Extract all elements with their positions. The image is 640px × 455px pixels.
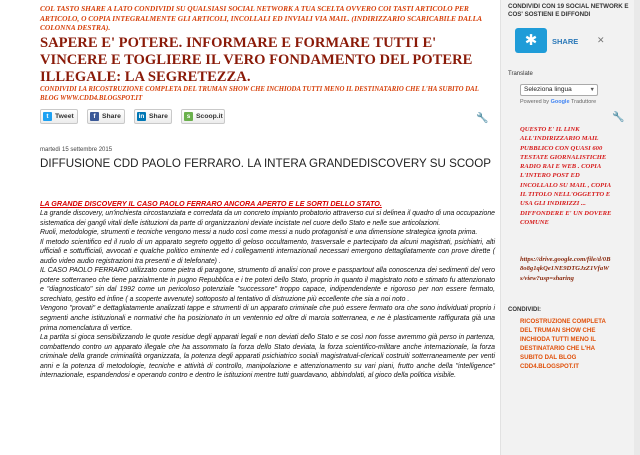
- blog-sidebar: [500, 0, 640, 455]
- post-paragraph: Vengono "provati" e dettagliatamente analizzati tappe e strumenti di un apparato criminale che può essere fermato ora che sono individuati proprio i segmenti anche istituzionali e normativi che ha posizionato in un ventennio ed oltre di marcia sotterranea, e ne è plasticamente raffigurata già una prima nomenclatura di vertice.: [40, 305, 495, 332]
- post-paragraph: La grande discovery, un'inchiesta circostanziata e corredata da un concreto impianto probatorio attraverso cui si delinea il quadro di una occupazione sistematica dei gangli vitali delle istituzioni da parte di organizzazioni deviate incistate nel cuore dello Stato e nelle sue articolazioni.: [40, 210, 495, 227]
- translate-heading: Translate: [508, 71, 533, 77]
- post-title[interactable]: DIFFUSIONE CDD PAOLO FERRARO. LA INTERA GRANDEDISCOVERY SU SCOOP: [40, 157, 491, 170]
- share-instructions: COL TASTO SHARE A LATO CONDIVIDI SU QUALSIASI SOCIAL NETWORK A TUA SCELTA OVVERO COI TASTI ARTICOLO PER ARTICOLO, O COPIA INTEGRALMENTE GLI ARTICOLI, INCOLLALI ED INVIALI VIA MAIL. (INDIRIZZARIO SCARICABILE DALLA COLONNA DESTRA).: [40, 4, 482, 32]
- post-paragraph: La partita si gioca sensibilizzando le quote residue degli apparati legali e non deviati dello Stato e se così non fosse avremmo già perso in partenza, combattendo contro un apparato illegale che ha assommato la forza dello Stato deviata, la forza scientifico-militare anche internazionale, la forza criminale della grande criminalità organizzata, la potenza degli apparati psichiatrico sociali magistratual-clericali costruiti sotterraneamente per venti anni e la potenza di metodologie, tecniche e attività di controllo, manipolazione e attenzionamento su vari piani, frutto anche della "intelligence" internazionale, espandendosi e operando contro e dentro le istituzioni mentre tutti guardavano, abbindolati, al gioco della politica visibile.: [40, 334, 495, 380]
- sidebar-share-label[interactable]: SHARE: [552, 37, 579, 46]
- sidebar-edit-wrench-icon[interactable]: 🔧: [612, 112, 625, 123]
- language-select[interactable]: [520, 84, 598, 96]
- condividi-heading: CONDIVIDI:: [508, 307, 541, 313]
- twitter-icon: t: [43, 112, 52, 121]
- share-gear-icon[interactable]: ✱: [515, 28, 547, 53]
- facebook-share-label: Share: [102, 113, 121, 120]
- page-scrollbar[interactable]: [634, 0, 640, 455]
- linkedin-share-label: Share: [149, 113, 168, 120]
- scoopit-button[interactable]: [181, 109, 225, 124]
- google-logo: Google: [550, 99, 570, 105]
- post-date: martedì 15 settembre 2015: [40, 147, 113, 153]
- language-select-value: Seleziona lingua: [524, 86, 572, 93]
- post-subhead: LA GRANDE DISCOVERY IL CASO PAOLO FERRARO ANCORA APERTO E LE SORTI DELLO STATO.: [40, 199, 382, 208]
- chevron-down-icon: ▼: [589, 87, 595, 93]
- tweet-button[interactable]: [40, 109, 78, 124]
- scoopit-icon: s: [184, 112, 193, 121]
- blog-slogan: SAPERE E' POTERE. INFORMARE E FORMARE TUTTI E' VINCERE E TOGLIERE IL VERO FONDAMENTO DEL POTERE ILLEGALE: LA SEGRETEZZA.: [40, 35, 473, 85]
- linkedin-share-button[interactable]: [134, 109, 172, 124]
- powered-by-prefix: Powered by: [520, 99, 550, 105]
- scoopit-label: Scoop.it: [196, 113, 223, 120]
- post-paragraph: Ruoli, metodologie, strumenti e tecniche vengono messi a nudo così come messi a nudo protagonisti e una dimensione strategica ignota prima.: [40, 229, 478, 237]
- facebook-share-button[interactable]: [87, 109, 125, 124]
- mailing-list-link[interactable]: https://drive.google.com/file/d/0B8o8g1qkQe1NE9DTGJzZ1VfaWs/view?usp=sharing: [520, 256, 611, 282]
- post-body: [40, 209, 495, 381]
- tweet-label: Tweet: [55, 113, 74, 120]
- post-paragraph: IL CASO PAOLO FERRARO utilizzato come pietra di paragone, strumento di analisi con prove e passpartout alla conoscenza dei sedimenti del vero potere sotterraneo che tiene parzialmente in pugno Repubblica e i tre poteri dello Stato, proprio in quanto il magistrato noto e stimato fu attenzionato e "diagnosticato" sin dal 1992 come un pericoloso potenziale "successore" troppo capace, indipendendente e rigoroso per non essere fermato, screchiato, gestito ed infine ( a scoperte avvenute) sottoposto al tentativo di distruzione più eccellente che sia a noi noto .: [40, 267, 495, 303]
- powered-by-google-translate[interactable]: [520, 99, 596, 105]
- facebook-icon: f: [90, 112, 99, 121]
- close-icon[interactable]: ✕: [597, 35, 605, 45]
- mailing-list-description: QUESTO E' IL LINK ALL'INDIRIZZARIO MAIL PUBBLICO CON QUASI 600 TESTATE GIORNALISTICHE RADIO RAI E WEB . COPIA L'INTERO POST ED INCOLLALO SU MAIL , COPIA IL TITOLO NELL'OGGETTO E USA GLI INDIRIZZI ... DIFFONDERE E' UN DOVERE COMUNE: [520, 126, 612, 226]
- share-reconstruction-note: CONDIVIDI LA RICOSTRUZIONE COMPLETA DEL TRUMAN SHOW CHE INCHIODA TUTTI MENO IL DESTINATARIO CHE L'HA SUBITO DAL BLOG WWW.CDD4.BLOGSPOT.IT: [40, 86, 479, 102]
- edit-wrench-icon[interactable]: 🔧: [476, 113, 489, 124]
- translate-brand: Traduttore: [570, 99, 597, 105]
- post-paragraph: Il metodo scientifico ed il ruolo di un apparato segreto oggetto di geloso occultamento, trasversale e partecipato da alcuni magistrati, psichiatri, alti ufficiali e sottufficiali, avvocati e qualche politico eminente ed i collegamenti internazionali necessari emergono dettagliatamente con prove dirette ( audio video audio registrazioni tra presenti e di telefonate) .: [40, 238, 495, 265]
- linkedin-icon: in: [138, 113, 145, 120]
- condividi-text: RICOSTRUZIONE COMPLETA DEL TRUMAN SHOW CHE INCHIODA TUTTI MENO IL DESTINATARIO CHE L'HA SUBITO DAL BLOG CDD4.BLOGSPOT.IT: [520, 318, 606, 370]
- sidebar-share-heading: CONDIVIDI CON 19 SOCIAL NETWORK E COS' SOSTIENI E DIFFONDI: [508, 3, 629, 18]
